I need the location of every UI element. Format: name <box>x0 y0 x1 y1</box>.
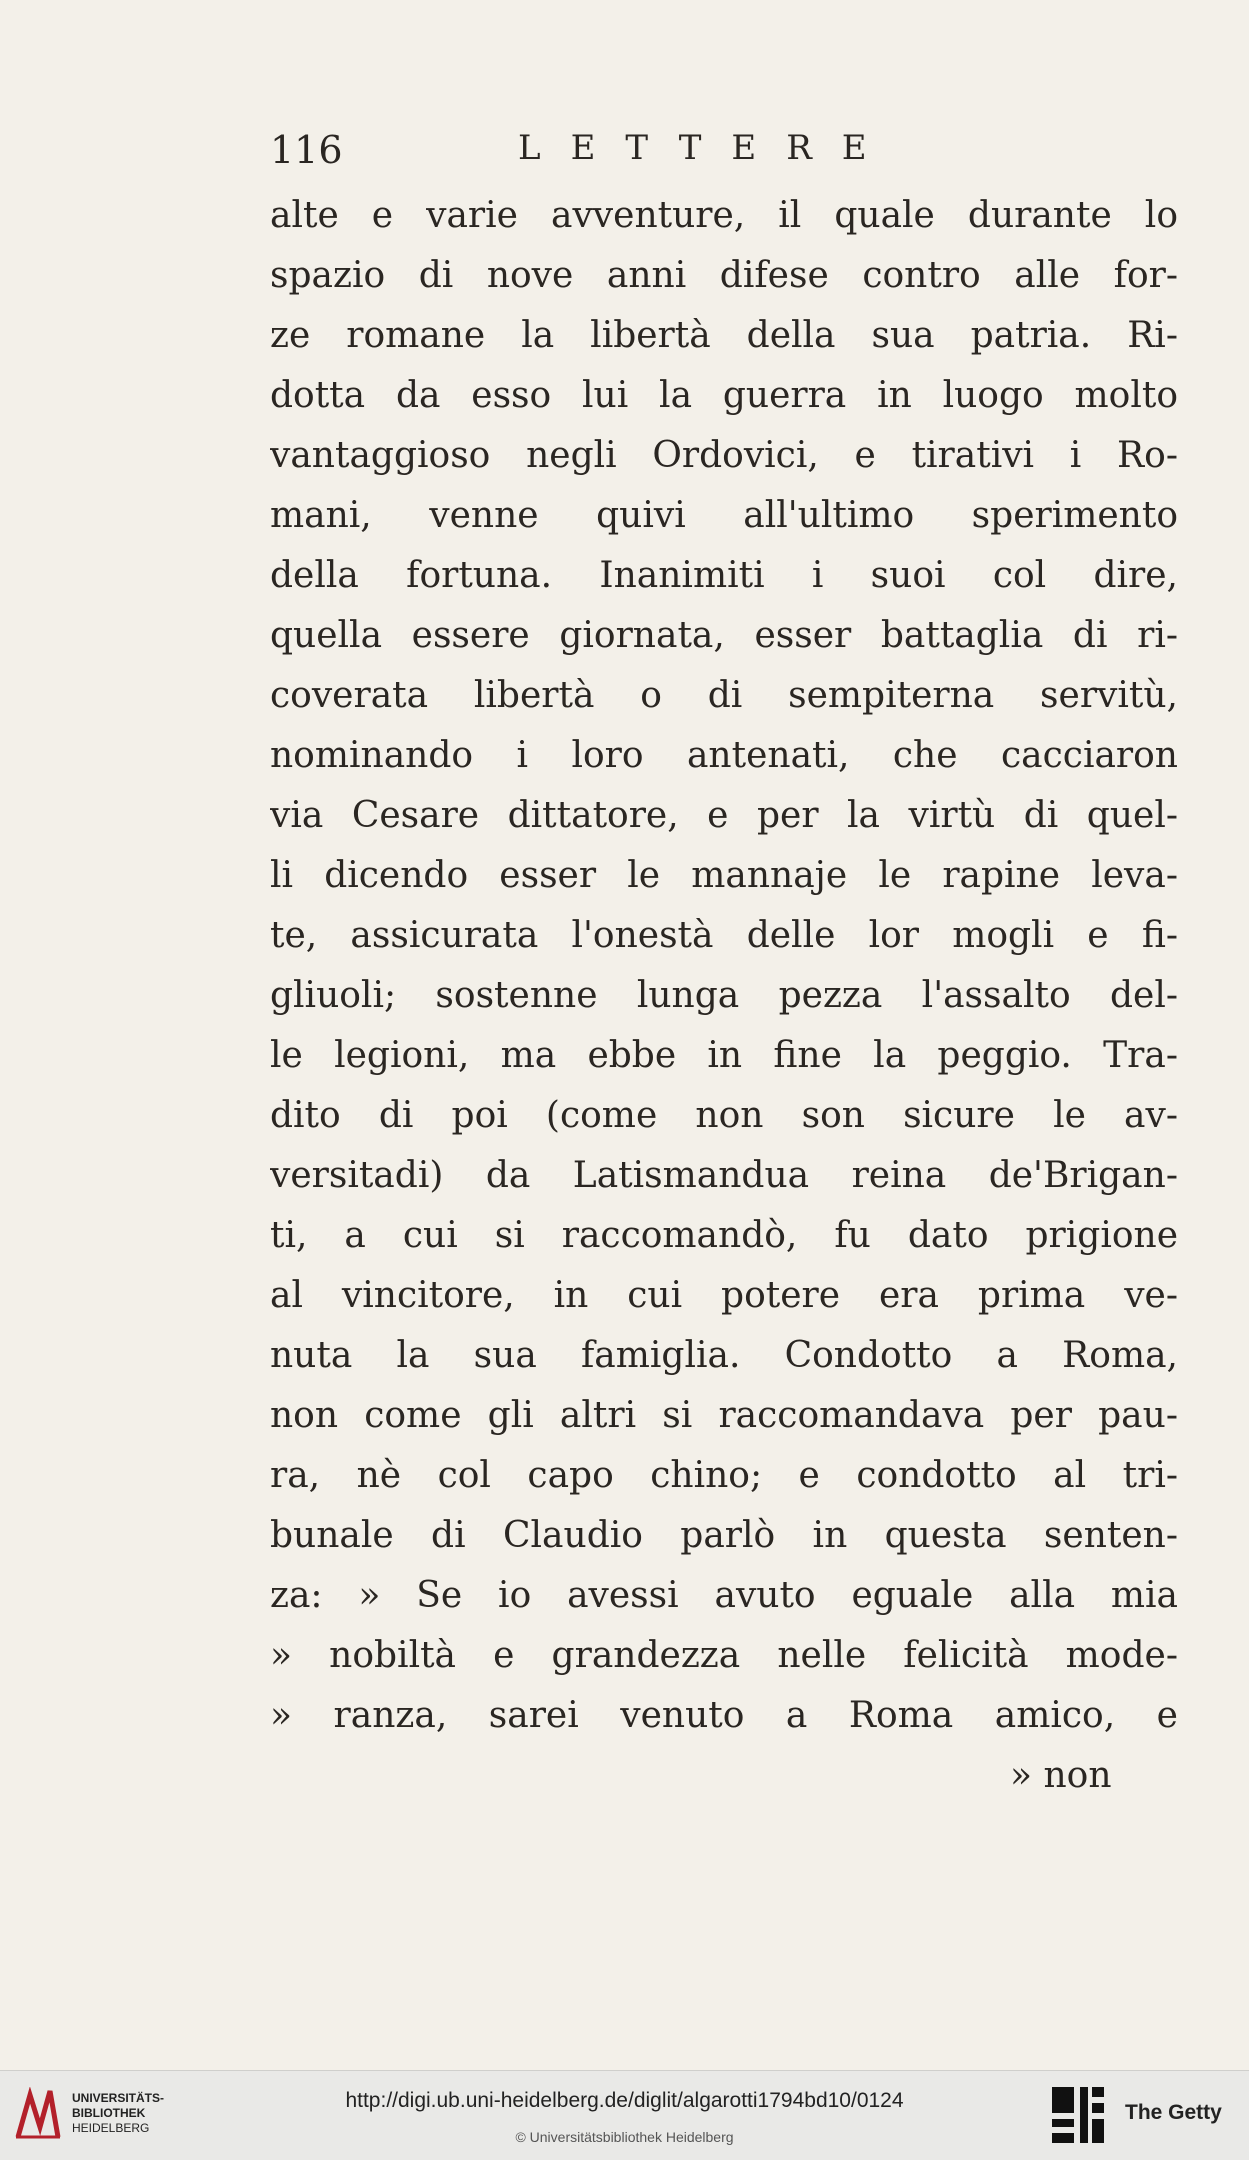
text-line: » nobiltà e grandezza nelle felicità mode- <box>270 1635 1178 1676</box>
text-line: non come gli altri si raccomandava per pau- <box>270 1395 1178 1436</box>
text-line: coverata libertà o di sempiterna servitù, <box>270 675 1178 716</box>
text-line: gliuoli; sostenne lunga pezza l'assalto del- <box>270 975 1178 1016</box>
text-line: nuta la sua famiglia. Condotto a Roma, <box>270 1335 1178 1376</box>
text-line: li dicendo esser le mannaje le rapine leva- <box>270 855 1178 896</box>
text-line: spazio di nove anni difese contro alle for- <box>270 255 1178 296</box>
text-line: ra, nè col capo chino; e condotto al tri- <box>270 1455 1178 1496</box>
text-line: nominando i loro antenati, che cacciaron <box>270 735 1178 776</box>
text-line: le legioni, ma ebbe in fine la peggio. Tra- <box>270 1035 1178 1076</box>
text-line: dotta da esso lui la guerra in luogo molto <box>270 375 1178 416</box>
text-line: » ranza, sarei venuto a Roma amico, e <box>270 1695 1178 1736</box>
text-line: della fortuna. Inanimiti i suoi col dire, <box>270 555 1178 596</box>
text-line: dito di poi (come non son sicure le av- <box>270 1095 1178 1136</box>
page-number: 116 <box>270 128 343 172</box>
text-line: via Cesare dittatore, e per la virtù di quel- <box>270 795 1178 836</box>
running-title: LETTERE <box>518 128 897 168</box>
text-line: bunale di Claudio parlò in questa senten- <box>270 1515 1178 1556</box>
text-line: ze romane la libertà della sua patria. Ri- <box>270 315 1178 356</box>
partner-name: The Getty <box>1125 2101 1222 2124</box>
catchword: » non <box>1010 1755 1112 1796</box>
text-line: quella essere giornata, esser battaglia di ri- <box>270 615 1178 656</box>
text-line: za: » Se io avessi avuto eguale alla mia <box>270 1575 1178 1616</box>
footer-bar <box>0 2070 1249 2160</box>
text-line: mani, venne quivi all'ultimo sperimento <box>270 495 1178 536</box>
text-line: al vincitore, in cui potere era prima ve- <box>270 1275 1178 1316</box>
body-text <box>270 186 1178 1746</box>
permalink-url[interactable]: http://digi.ub.uni-heidelberg.de/diglit/algarotti1794bd10/0124 <box>345 2089 904 2112</box>
copyright-notice: © Universitätsbibliothek Heidelberg <box>515 2129 734 2145</box>
text-line: alte e varie avventure, il quale durante lo <box>270 195 1178 236</box>
text-line: ti, a cui si raccomandò, fu dato prigione <box>270 1215 1178 1256</box>
institution-name: UNIVERSITÄTS- BIBLIOTHEK HEIDELBERG <box>72 2091 165 2135</box>
getty-logo-icon <box>1050 2085 1106 2145</box>
text-line: te, assicurata l'onestà delle lor mogli e fi- <box>270 915 1178 956</box>
text-line: vantaggioso negli Ordovici, e tirativi i Ro- <box>270 435 1178 476</box>
text-line: versitadi) da Latismandua reina de'Brigan- <box>270 1155 1178 1196</box>
